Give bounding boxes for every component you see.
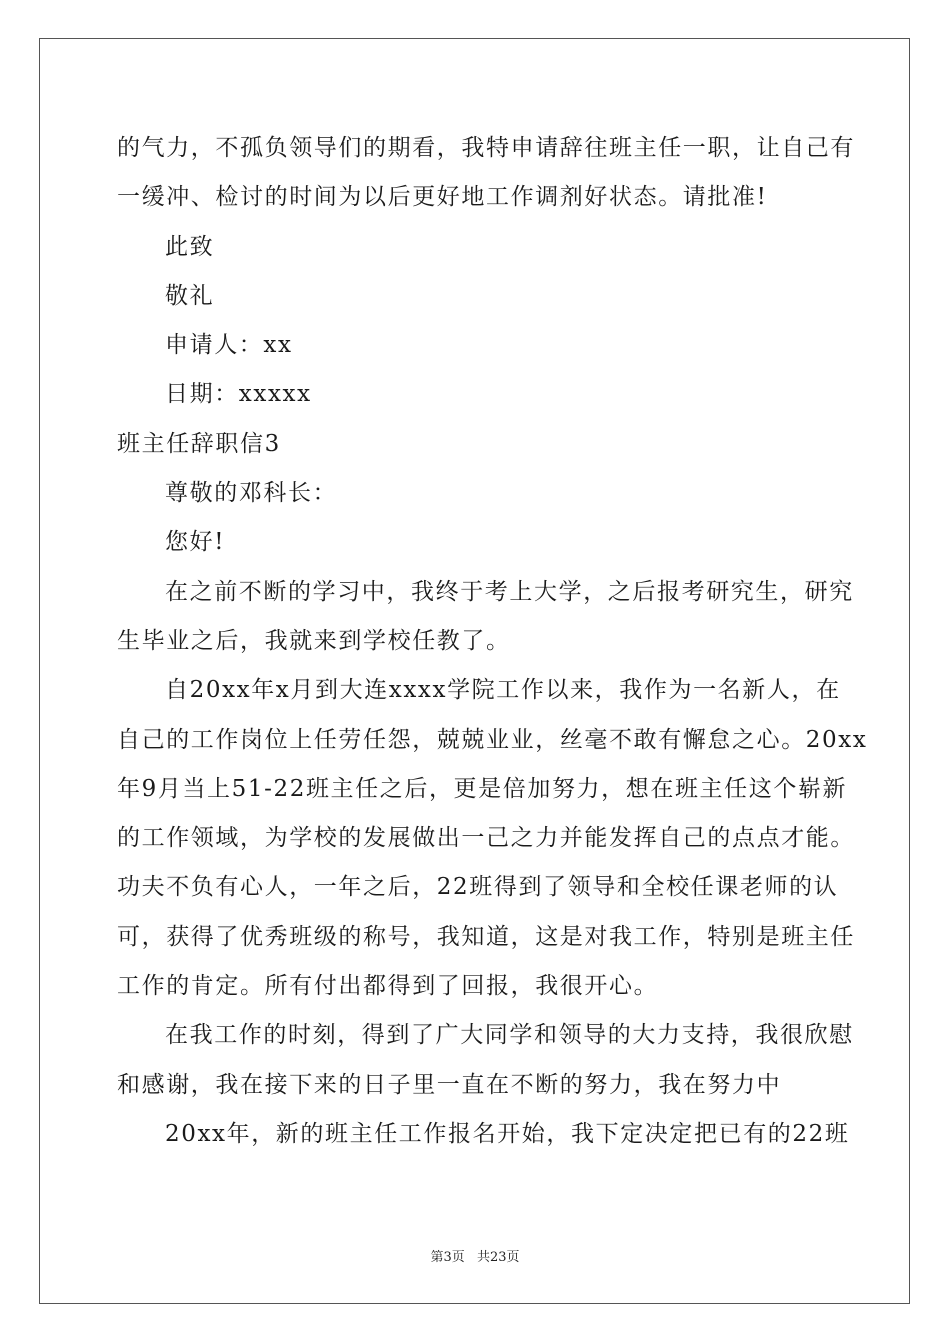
greeting: 您好! [165,529,226,556]
section-heading: 班主任辞职信3 [117,430,281,457]
closing-salutation: 此致 [165,233,215,260]
text-line: 的工作领域，为学校的发展做出一己之力并能发挥自己的点点才能。 [117,825,855,852]
text-line: 自己的工作岗位上任劳任怨，兢兢业业，丝毫不敢有懈怠之心。20xx [117,726,868,753]
text-line: 和感谢，我在接下来的日子里一直在不断的努力，我在努力中 [117,1071,782,1098]
text-line: 自20xx年x月到大连xxxx学院工作以来，我作为一名新人，在 [165,677,841,704]
document-body [117,124,868,1159]
text-line: 工作的肯定。所有付出都得到了回报，我很开心。 [117,973,659,1000]
closing-regards: 敬礼 [165,282,215,309]
text-line: 生毕业之后，我就来到学校任教了。 [117,627,511,654]
page-footer [0,1246,950,1265]
text-line: 年9月当上51-22班主任之后，更是倍加努力，想在班主任这个崭新 [117,775,848,802]
applicant-line: 申请人：xx [165,332,293,359]
text-line: 20xx年，新的班主任工作报名开始，我下定决定把已有的22班 [165,1120,850,1147]
text-line: 可，获得了优秀班级的称号，我知道，这是对我工作，特别是班主任 [117,923,855,950]
date-line: 日期：xxxxx [165,381,312,408]
page-total: 共23页 [476,1250,520,1265]
text-line: 功夫不负有心人，一年之后，22班得到了领导和全校任课老师的认 [117,874,839,901]
text-line: 的气力，不孤负领导们的期看，我特申请辞往班主任一职，让自己有 [117,135,855,161]
page-number: 第3页 [430,1250,465,1265]
text-line: 一缓冲、检讨的时间为以后更好地工作调剂好状态。请批准! [117,184,768,211]
text-line: 在之前不断的学习中，我终于考上大学，之后报考研究生，研究 [165,578,854,605]
text-line: 在我工作的时刻，得到了广大同学和领导的大力支持，我很欣慰 [165,1022,854,1049]
greeting-addressee: 尊敬的邓科长： [165,480,338,507]
